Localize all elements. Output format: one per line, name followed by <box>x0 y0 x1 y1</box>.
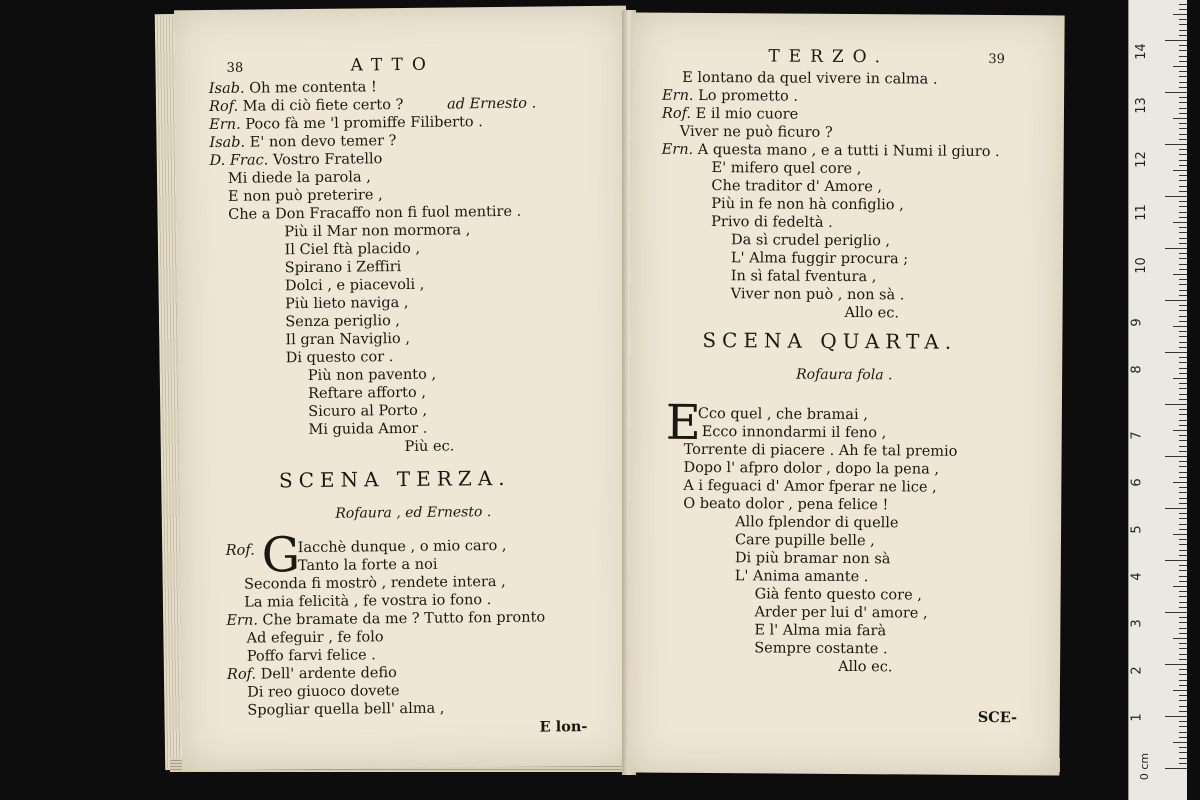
aria-line: Allo fplendor di quelle <box>735 514 899 532</box>
ruler-tick <box>1165 508 1187 509</box>
ruler-tick <box>1179 513 1187 514</box>
ruler-tick <box>1179 680 1187 681</box>
ruler-tick <box>1165 40 1187 41</box>
ruler-tick <box>1179 30 1187 31</box>
ruler-tick <box>1179 206 1187 207</box>
catchword: SCE- <box>977 708 1018 727</box>
ruler-tick <box>1179 19 1187 20</box>
ruler-tick <box>1179 414 1187 415</box>
ruler-number: 13 <box>1133 97 1149 114</box>
ruler-tick <box>1179 123 1187 124</box>
ruler-tick <box>1179 87 1187 88</box>
ruler-tick <box>1179 305 1187 306</box>
ruler-number: 8 <box>1129 365 1145 374</box>
drop-cap: G <box>261 527 301 584</box>
ruler-tick <box>1179 165 1187 166</box>
ruler-tick <box>1173 66 1187 67</box>
ruler-tick <box>1173 222 1187 223</box>
ruler-tick <box>1179 128 1187 129</box>
ruler-tick <box>1179 139 1187 140</box>
dialogue-line: Rof. Dell' ardente defio <box>226 665 397 683</box>
ruler-tick <box>1179 752 1187 753</box>
ruler-tick <box>1179 269 1187 270</box>
ruler-tick <box>1179 383 1187 384</box>
ruler-tick <box>1179 180 1187 181</box>
ruler-tick <box>1179 134 1187 135</box>
aria-refrain: Allo ec. <box>838 658 893 676</box>
ruler-tick <box>1179 160 1187 161</box>
aria-line: L' Alma fuggir procura ; <box>730 250 909 268</box>
aria-line: L' Anima amante . <box>734 568 869 586</box>
scene-title: SCENA QUARTA. <box>702 327 958 354</box>
ruler-tick <box>1179 227 1187 228</box>
ruler-tick <box>1179 61 1187 62</box>
ruler-tick <box>1179 409 1187 410</box>
dialogue-line: E lontano da quel vivere in calma . <box>682 69 938 88</box>
ruler-tick <box>1173 326 1187 327</box>
ruler-tick <box>1179 50 1187 51</box>
aria-refrain: Allo ec. <box>844 304 900 322</box>
ruler-tick <box>1179 253 1187 254</box>
dialogue-line: E non può preterire , <box>227 187 383 205</box>
dialogue-line: Tanto la forte a noi <box>297 556 438 575</box>
page-number: 38 <box>226 60 244 76</box>
ruler-tick <box>1179 591 1187 592</box>
aria-line: Già fento questo core , <box>754 586 922 604</box>
ruler-tick <box>1179 607 1187 608</box>
ruler-tick <box>1173 586 1187 587</box>
measurement-ruler <box>1128 0 1187 800</box>
ruler-tick <box>1165 248 1187 249</box>
aria-line: Più il Mar non mormora , <box>284 222 471 241</box>
aria-line: Viver non può , non sà . <box>730 286 905 304</box>
ruler-tick <box>1179 217 1187 218</box>
ruler-tick <box>1179 596 1187 597</box>
ruler-tick <box>1179 9 1187 10</box>
ruler-tick <box>1179 643 1187 644</box>
ruler-tick <box>1179 97 1187 98</box>
ruler-tick <box>1179 550 1187 551</box>
ruler-tick <box>1179 472 1187 473</box>
aria-line: Senza periglio , <box>285 313 401 331</box>
ruler-tick <box>1179 477 1187 478</box>
ruler-tick <box>1179 451 1187 452</box>
ruler-tick <box>1179 747 1187 748</box>
ruler-tick <box>1165 664 1187 665</box>
aria-line: Reftare afforto , <box>307 384 426 403</box>
ruler-tick <box>1179 56 1187 57</box>
aria-line: Privo di fedeltà . <box>711 214 833 231</box>
right-page <box>627 13 1064 776</box>
ruler-tick <box>1179 539 1187 540</box>
ruler-tick <box>1179 669 1187 670</box>
ruler-tick <box>1179 732 1187 733</box>
aria-line: Mi guida Amor . <box>308 420 428 439</box>
aria-refrain: Più ec. <box>404 438 455 455</box>
ruler-tick <box>1165 456 1187 457</box>
catchword: E lon- <box>539 718 588 736</box>
ruler-tick <box>1179 258 1187 259</box>
monologue-line: O beato dolor , pena felice ! <box>683 495 889 514</box>
ruler-tick <box>1179 238 1187 239</box>
ruler-tick <box>1179 295 1187 296</box>
dialogue-line: Poffo farvi felice . <box>246 647 376 665</box>
dialogue-line: Ern. Poco fà me 'l promiffe Filiberto . <box>209 114 483 134</box>
ruler-tick <box>1179 492 1187 493</box>
aria-line: Sicuro al Porto , <box>308 402 428 421</box>
ruler-tick <box>1165 300 1187 301</box>
dialogue-line: Ern. Che bramate da me ? Tutto fon pronto <box>226 609 546 629</box>
running-header: ATTO <box>350 54 436 76</box>
ruler-tick <box>1179 570 1187 571</box>
aria-line: Di questo cor . <box>285 349 394 367</box>
ruler-tick <box>1165 560 1187 561</box>
ruler-tick <box>1179 243 1187 244</box>
ruler-tick <box>1173 638 1187 639</box>
ruler-tick <box>1179 726 1187 727</box>
ruler-tick <box>1179 695 1187 696</box>
ruler-tick <box>1165 352 1187 353</box>
ruler-tick <box>1179 685 1187 686</box>
ruler-tick <box>1179 368 1187 369</box>
ruler-tick <box>1179 232 1187 233</box>
ruler-tick <box>1179 446 1187 447</box>
ruler-tick <box>1179 284 1187 285</box>
ruler-tick <box>1179 388 1187 389</box>
ruler-tick <box>1179 102 1187 103</box>
dialogue-line: Mi diede la parola , <box>227 169 371 187</box>
ruler-tick <box>1165 768 1187 769</box>
ruler-tick <box>1179 498 1187 499</box>
ruler-tick <box>1179 113 1187 114</box>
ruler-tick <box>1179 310 1187 311</box>
ruler-number: 2 <box>1129 666 1145 675</box>
ruler-tick <box>1179 342 1187 343</box>
ruler-unit: 0 cm <box>1138 752 1152 781</box>
ruler-tick <box>1179 711 1187 712</box>
ruler-tick <box>1179 71 1187 72</box>
ruler-tick <box>1173 690 1187 691</box>
ruler-tick <box>1173 14 1187 15</box>
aria-line: Il gran Naviglio , <box>285 330 411 349</box>
aria-line: Più non pavento , <box>307 366 437 385</box>
ruler-tick <box>1179 425 1187 426</box>
ruler-tick <box>1179 544 1187 545</box>
scene-subtitle: Rofaura , ed Ernesto . <box>335 504 492 522</box>
dialogue-line: Che a Don Fracaffo non fi fuol mentire . <box>228 203 522 223</box>
ruler-tick <box>1179 529 1187 530</box>
ruler-tick <box>1179 347 1187 348</box>
dialogue-line: D. Frac. Vostro Fratello <box>209 151 383 170</box>
aria-line: Più in fe non hà configlio , <box>711 196 904 214</box>
ruler-tick <box>1173 430 1187 431</box>
ruler-number: 4 <box>1129 572 1145 581</box>
dialogue-line: Ern. A questa mano , e a tutti i Numi il giuro . <box>661 141 1000 161</box>
ruler-tick <box>1179 108 1187 109</box>
drop-cap: E <box>665 394 702 451</box>
ruler-tick <box>1179 487 1187 488</box>
ruler-tick <box>1179 617 1187 618</box>
ruler-tick <box>1179 721 1187 722</box>
ruler-tick <box>1179 76 1187 77</box>
ruler-number: 1 <box>1129 713 1145 722</box>
ruler-number: 10 <box>1133 257 1149 274</box>
ruler-tick <box>1179 420 1187 421</box>
aria-line: E' mifero quel core , <box>711 160 862 178</box>
ruler-tick <box>1179 581 1187 582</box>
ruler-tick <box>1179 4 1187 5</box>
ruler-tick <box>1179 706 1187 707</box>
ruler-tick <box>1179 321 1187 322</box>
ruler-tick <box>1179 648 1187 649</box>
ruler-tick <box>1179 336 1187 337</box>
aria-line: Il Ciel ftà placido , <box>284 240 421 259</box>
ruler-tick <box>1179 461 1187 462</box>
ruler-number: 7 <box>1129 431 1145 440</box>
ruler-tick <box>1179 659 1187 660</box>
ruler-tick <box>1179 394 1187 395</box>
scene-subtitle: Rofaura fola . <box>796 366 893 384</box>
ruler-tick <box>1179 674 1187 675</box>
monologue-line: Dopo l' afpro dolor , dopo la pena , <box>683 459 940 478</box>
ruler-tick <box>1179 154 1187 155</box>
aria-line: Arder per lui d' amore , <box>754 604 928 622</box>
ruler-tick <box>1179 565 1187 566</box>
aria-line: E l' Alma mia farà <box>754 622 887 640</box>
ruler-tick <box>1179 264 1187 265</box>
ruler-number: 11 <box>1133 204 1149 221</box>
ruler-tick <box>1179 555 1187 556</box>
ruler-tick <box>1179 45 1187 46</box>
ruler-tick <box>1179 628 1187 629</box>
ruler-tick <box>1179 175 1187 176</box>
ruler-tick <box>1173 742 1187 743</box>
ruler-tick <box>1179 362 1187 363</box>
ruler-tick <box>1179 35 1187 36</box>
dialogue-line: Seconda fi mostrò , rendete intera , <box>243 573 506 593</box>
monologue-line: Torrente di piacere . Ah fe tal premio <box>683 441 958 460</box>
ruler-tick <box>1179 440 1187 441</box>
aria-line: Dolci , e piacevoli , <box>284 276 425 295</box>
monologue-line: A i feguaci d' Amor fperar ne lice , <box>683 477 937 496</box>
dialogue-line: Rof. Ma di ciò fiete certo ? <box>208 96 404 116</box>
ruler-tick <box>1179 435 1187 436</box>
dialogue-line: Spogliar quella bell' alma , <box>247 700 445 719</box>
aria-line: Care pupille belle , <box>734 532 875 550</box>
ruler-tick <box>1173 378 1187 379</box>
ruler-tick <box>1179 654 1187 655</box>
ruler-tick <box>1179 82 1187 83</box>
ruler-tick <box>1179 316 1187 317</box>
ruler-tick <box>1179 622 1187 623</box>
aria-line: Più lieto naviga , <box>285 294 409 313</box>
ruler-tick <box>1173 170 1187 171</box>
aria-line: Da sì crudel periglio , <box>731 232 891 250</box>
ruler-tick <box>1179 201 1187 202</box>
page-number: 39 <box>988 51 1005 68</box>
ruler-tick <box>1179 212 1187 213</box>
ruler-tick <box>1179 576 1187 577</box>
ruler-tick <box>1179 373 1187 374</box>
dialogue-line: Ad efeguir , fe folo <box>246 629 384 647</box>
ruler-tick <box>1179 758 1187 759</box>
ruler-tick <box>1165 612 1187 613</box>
dialogue-line: Ern. Lo prometto . <box>662 87 799 105</box>
ruler-tick <box>1179 186 1187 187</box>
ruler-tick <box>1179 633 1187 634</box>
ruler-tick <box>1179 518 1187 519</box>
ruler-tick <box>1179 331 1187 332</box>
dialogue-line: La mia felicità , fe vostra io fono . <box>244 592 492 611</box>
ruler-tick <box>1179 602 1187 603</box>
running-header: TERZO. <box>768 46 890 68</box>
ruler-tick <box>1179 763 1187 764</box>
ruler-tick <box>1173 274 1187 275</box>
ruler-number: 5 <box>1129 525 1145 534</box>
dialogue-line: Iacchè dunque , o mio caro , <box>297 537 507 557</box>
aria-line: Di più bramar non sà <box>734 550 891 568</box>
ruler-tick <box>1173 118 1187 119</box>
ruler-tick <box>1165 716 1187 717</box>
ruler-number: 14 <box>1133 43 1149 60</box>
ruler-tick <box>1179 24 1187 25</box>
ruler-tick <box>1179 737 1187 738</box>
ruler-tick <box>1179 279 1187 280</box>
ruler-tick <box>1179 524 1187 525</box>
scene-title: SCENA TERZA. <box>278 465 511 493</box>
aria-line: Sempre costante . <box>754 640 888 658</box>
aria-line: In sì fatal fventura , <box>730 268 877 286</box>
ruler-number: 12 <box>1133 151 1149 168</box>
monologue-line: Ecco innondarmi il feno , <box>701 423 887 442</box>
dialogue-line: Rof. E il mio cuore <box>661 105 799 123</box>
ruler-tick <box>1179 466 1187 467</box>
ruler-tick <box>1179 149 1187 150</box>
dialogue-line: Viver ne può ficuro ? <box>679 123 833 141</box>
ruler-tick <box>1165 196 1187 197</box>
ruler-tick <box>1165 404 1187 405</box>
ruler-tick <box>1179 700 1187 701</box>
stage-direction: ad Ernesto . <box>446 95 537 113</box>
aria-line: Spirano i Zeffiri <box>284 259 402 277</box>
ruler-tick <box>1179 357 1187 358</box>
ruler-number: 9 <box>1129 318 1145 327</box>
ruler-tick <box>1173 482 1187 483</box>
ruler-tick <box>1179 191 1187 192</box>
ruler-number: 3 <box>1129 619 1145 628</box>
ruler-tick <box>1179 503 1187 504</box>
monologue-line: Cco quel , che bramai , <box>697 405 868 424</box>
ruler-tick <box>1173 534 1187 535</box>
ruler-tick <box>1179 399 1187 400</box>
ruler-tick <box>1179 290 1187 291</box>
ruler-number: 6 <box>1129 478 1145 487</box>
ruler-tick <box>1165 92 1187 93</box>
left-page <box>174 6 634 771</box>
speaker-label: Rof. <box>225 542 255 559</box>
dialogue-line: Isab. E' non devo temer ? <box>209 133 397 152</box>
ruler-tick <box>1165 144 1187 145</box>
dialogue-line: Di reo giuoco dovete <box>247 683 400 701</box>
dialogue-line: Isab. Oh me contenta ! <box>208 79 377 98</box>
aria-line: Che traditor d' Amore , <box>711 178 883 196</box>
